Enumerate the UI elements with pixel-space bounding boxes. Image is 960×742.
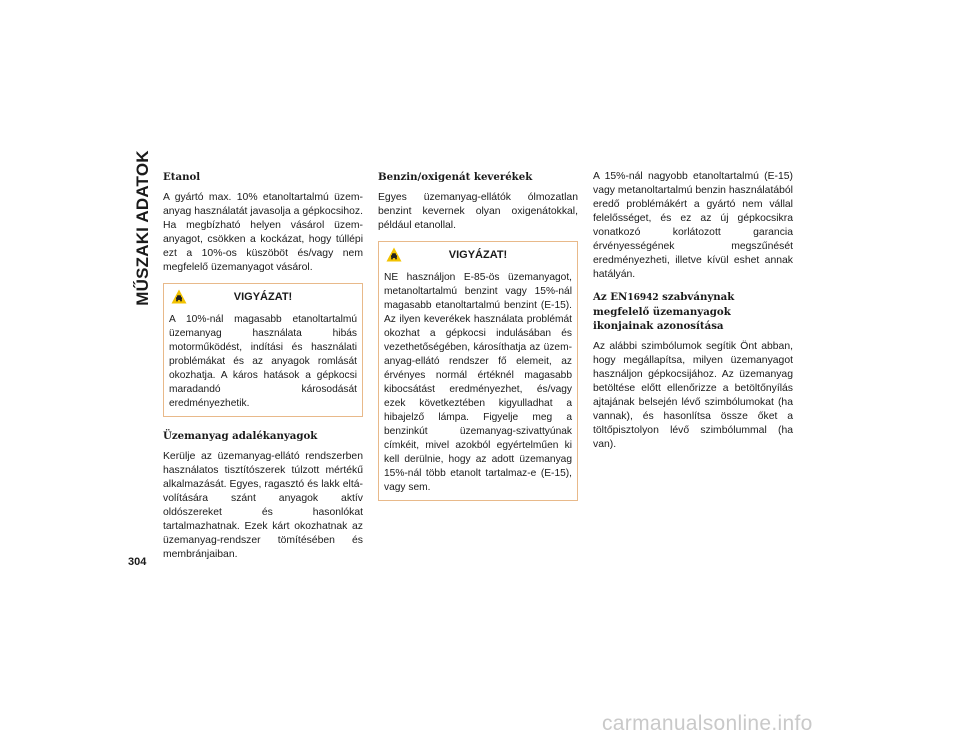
warning-box-2 — [378, 241, 578, 501]
warning-header — [384, 245, 572, 265]
warning-car-icon — [171, 289, 187, 304]
paragraph-ikonok: Az alábbi szimbólumok segítik Önt abban, hogy megállapítsa, milyen üzemanyagot használjon gépkocsijához. Az üzemanyag betöltése előtt ellenőrizze a betöltőnyílás ajtajának belsején lévő szimbólumokat (ha vannak), és hasonlítsa össze őket a töltőpisztolyon lévő szimbólummal (ha van). — [593, 341, 793, 450]
paragraph-e15-garancia: A 15%-nál nagyobb etanoltartalmú (E-15) vagy metanoltartalmú benzin használatából eredő problémákért a gyártó nem vállal felelősséget, és ez az új gépkocsikra vonatkozó korlátozott garancia érvényességének megszűnését eredményezheti, illetve kívül eshet annak hatályán. — [593, 171, 793, 280]
heading-en-prefix: Az EN — [593, 291, 628, 303]
heading-en-rest: szabványnak megfelelő üzemanyagok ikonjainak azonosítása — [593, 291, 735, 332]
paragraph-benzin-oxigenat: Egyes üzemanyag-ellátók ólmozatlan benzint kevernek olyan oxigenátokkal, például etanollal. — [378, 192, 578, 231]
warning-text: NE használjon E-85-ös üzemanyagot, metanoltartalmú benzint vagy 15%-nál magasabb etanoltartalmú benzint (E-15). Az ilyen keverékek használata problémát okozhat a gépkocsi indulásában és vezethetőségében, károsíthatja az üzemanyag-ellátó rendszer fő elemeit, az érvényes normál értéknél magasabb kibocsátást eredményezhet, és/vagy ezek következtében kigyulladhat a hibajelző lámpa. Figyelje meg a benzinkút üzemanyag-szivattyúnak címkéit, mivel azokból egyértelműen ki kell derülnie, hogy az adott üzemanyag 15%-nál több etanolt tartalmaz-e (E-15), vagy sem. — [384, 272, 572, 493]
warning-title: VIGYÁZAT! — [448, 249, 508, 261]
heading-en16942 — [593, 290, 793, 333]
heading-etanol: Etanol — [163, 171, 201, 183]
warning-box-1 — [163, 283, 363, 417]
paragraph-etanol: A gyártó max. 10% etanoltartalmú üzemanyag használatát javasolja a gépkocsihoz. Ha megbízható helyen vásárol üzemanyagot, csökken a kockázat, hogy túllépi ezt a 10%-os küszöböt és/vagy nem megfelelő üzemanyagot vásárol. — [163, 192, 363, 273]
paragraph-adalekanyagok: Kerülje az üzemanyag-ellátó rendszerben használatos tisztítószerek túlzott mértékű alkalmazását. Egyes, ragasztó és lakk eltávolítására szánt anyagok aktív oldószereket és hasonlókat tartalmazhatnak. Ezek kárt okozhatnak az üzemanyag-rendszer tömítésében és membránjaiban. — [163, 451, 363, 560]
heading-en-number: 16942 — [627, 293, 659, 303]
heading-benzin-oxigenat: Benzin/oxigenát keverékek — [378, 171, 533, 183]
page-number: 304 — [128, 556, 147, 568]
warning-car-icon — [386, 247, 402, 262]
column-2 — [378, 170, 578, 513]
column-1 — [163, 170, 363, 570]
heading-adalekanyagok: Üzemanyag adalékanyagok — [163, 430, 318, 442]
section-side-tab — [128, 150, 158, 306]
section-title: MŰSZAKI ADATOK — [133, 150, 152, 306]
watermark: carmanualsonline.info — [602, 712, 813, 735]
warning-header — [169, 287, 357, 307]
warning-title: VIGYÁZAT! — [233, 291, 293, 303]
warning-text: A 10%-nál magasabb etanoltartalmú üzemanyag használata hibás motorműködést, indítási és használati problémákat és az anyagok romlását okozhatja. A káros hatások a gépkocsi maradandó károsodását eredményezhetik. — [169, 314, 357, 409]
column-3 — [593, 170, 793, 460]
